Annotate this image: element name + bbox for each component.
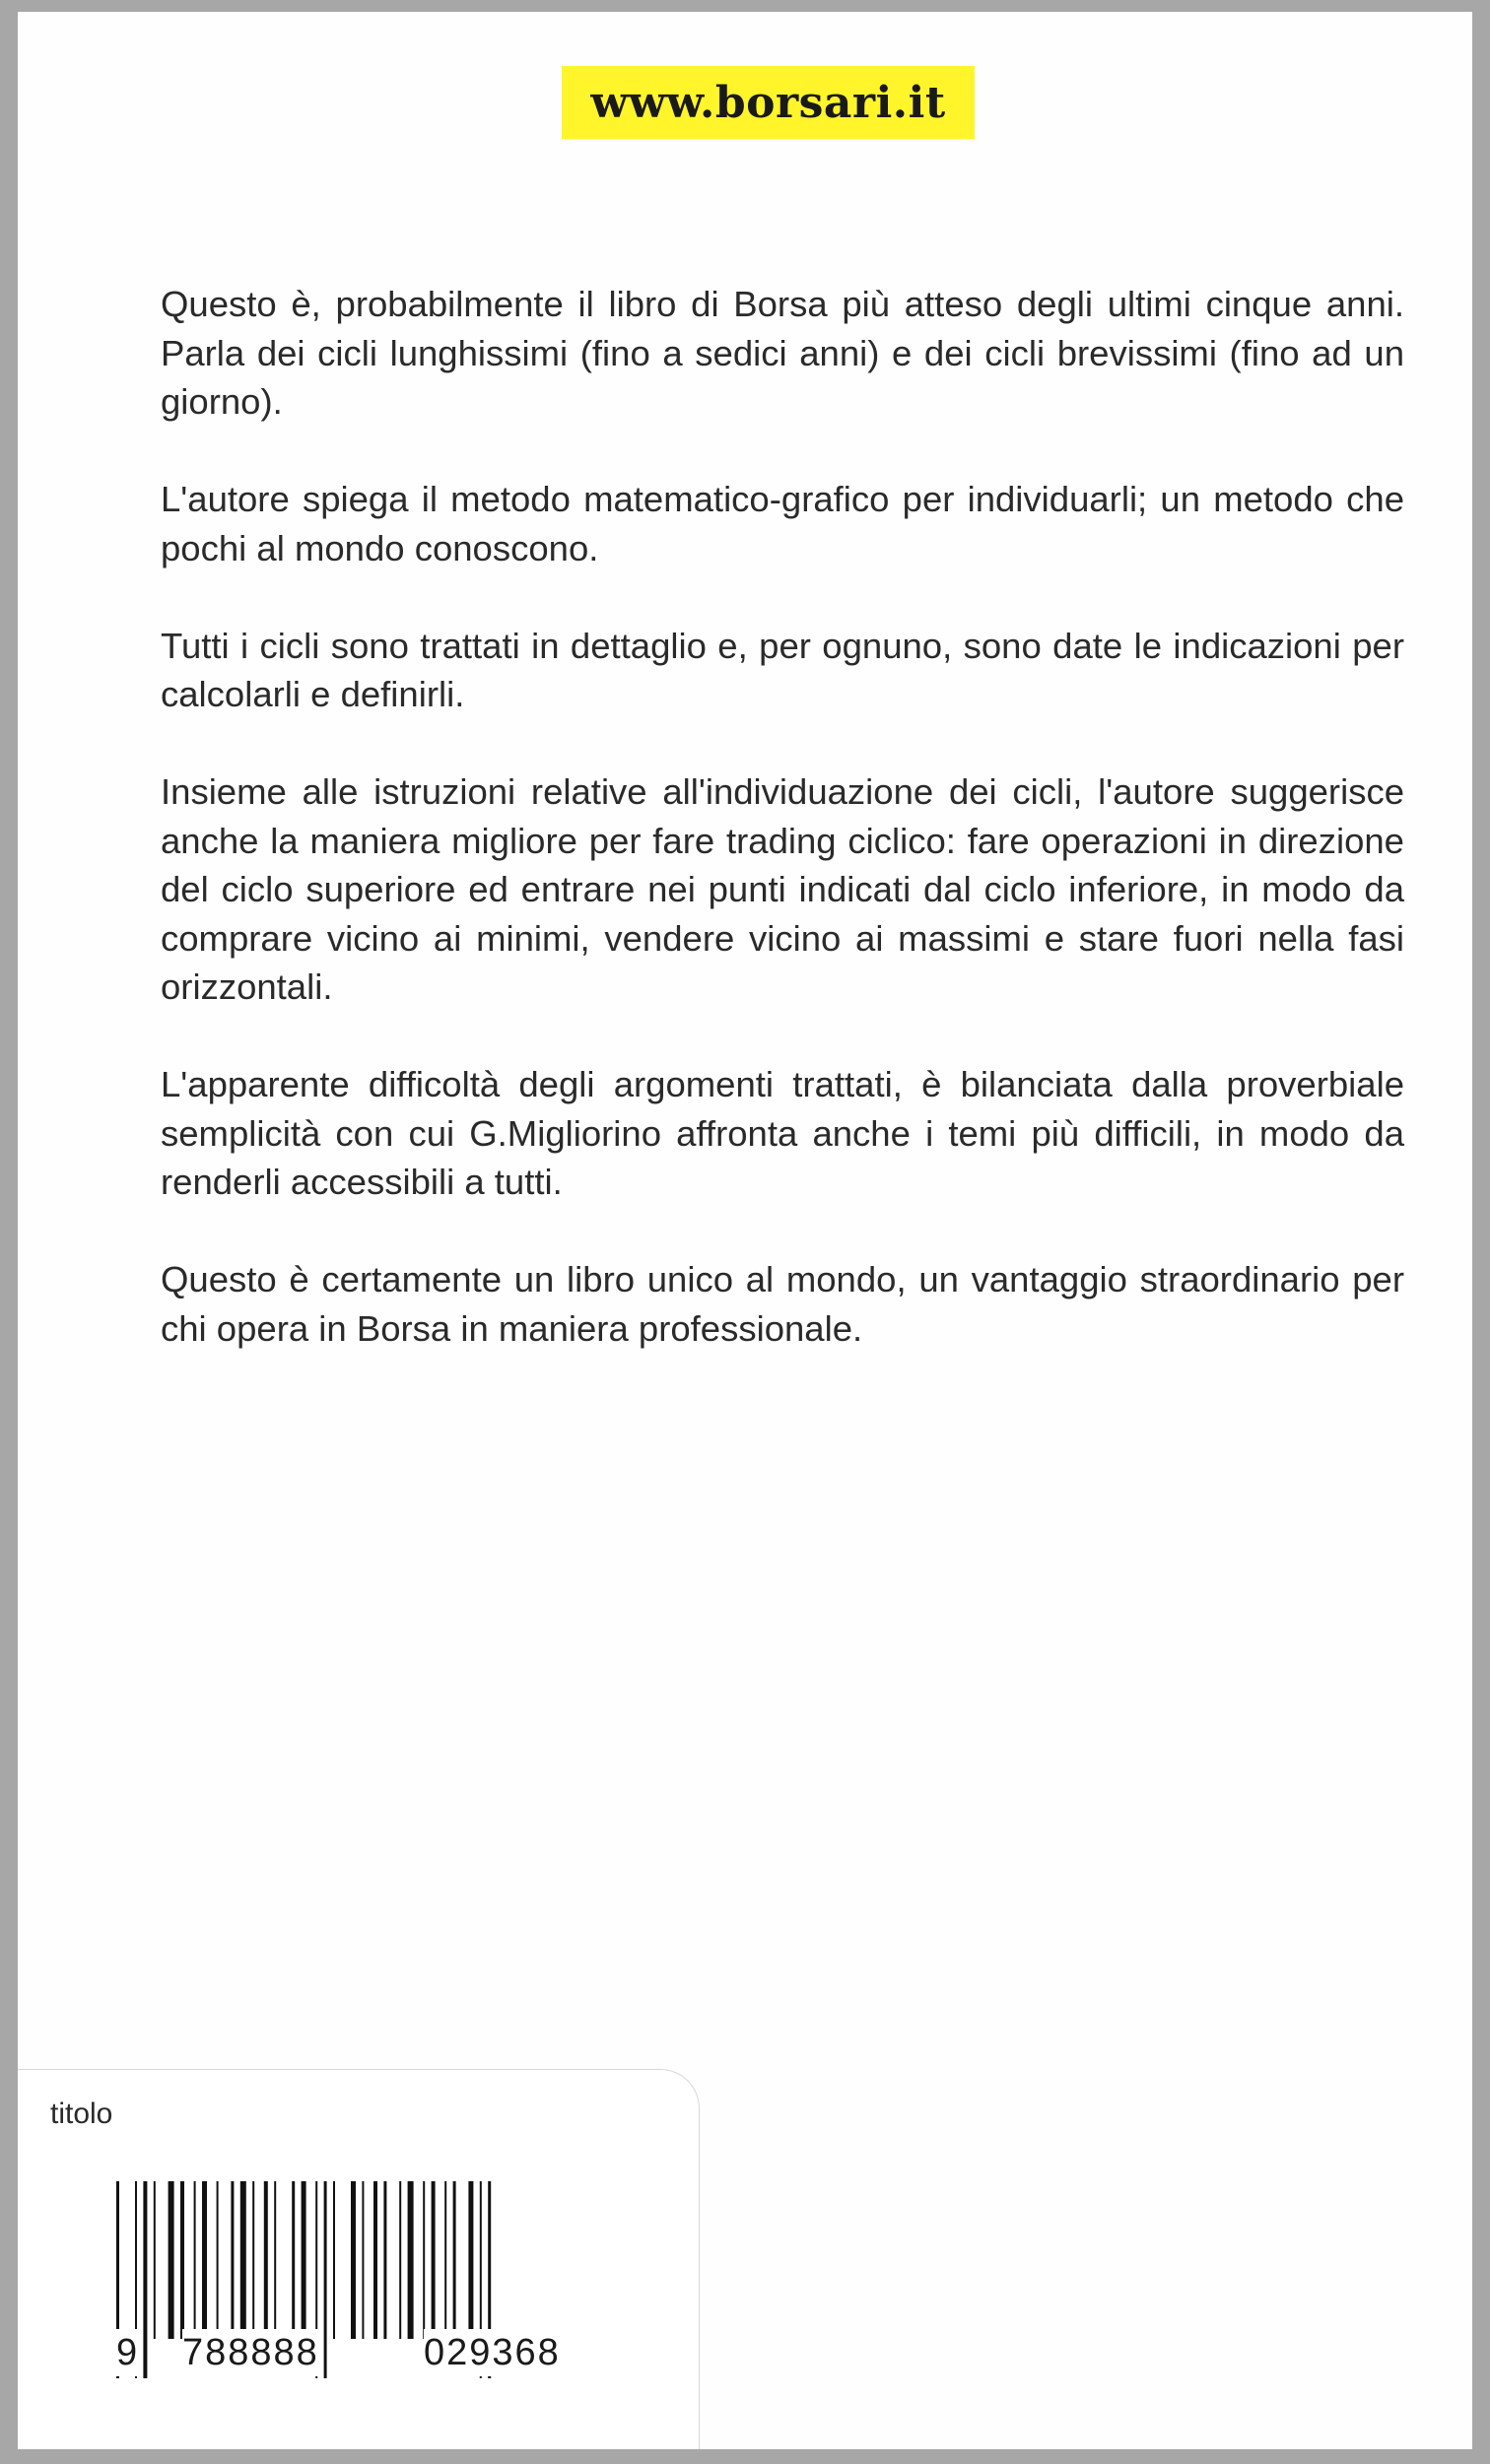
- barcode-bar: [432, 2181, 436, 2339]
- barcode-bar: [324, 2181, 327, 2378]
- book-description: [161, 280, 1404, 1402]
- barcode-bar: [408, 2181, 414, 2339]
- description-paragraph-3: Tutti i cicli sono trattati in dettaglio e, per ognuno, sono date le indicazioni per calcolarli e definirli.: [161, 625, 1404, 714]
- barcode-bar: [383, 2181, 386, 2339]
- barcode-bar: [154, 2181, 156, 2339]
- barcode-right-group: 029368: [424, 2329, 561, 2376]
- barcode-bar: [274, 2181, 276, 2339]
- barcode-bar: [217, 2181, 219, 2339]
- barcode-bar: [468, 2181, 473, 2339]
- description-paragraph-1: Questo è, probabilmente il libro di Borsa più atteso degli ultimi cinque anni. Parla dei cicli lunghissimi (fino a sedici anni) e dei cicli brevissimi (fino ad un giorno).: [161, 284, 1404, 422]
- website-url: www.borsari.it: [590, 77, 946, 128]
- description-paragraph-2: L'autore spiega il metodo matematico-grafico per individuarli; un metodo che pochi al mondo conoscono.: [161, 479, 1404, 568]
- barcode-bar: [292, 2181, 295, 2339]
- label-title: titolo: [50, 2098, 113, 2130]
- barcode-bar: [180, 2181, 184, 2339]
- barcode-bar: [373, 2181, 377, 2339]
- barcode-bar: [231, 2181, 234, 2339]
- website-banner: [562, 66, 975, 139]
- barcode-bar: [252, 2181, 254, 2339]
- barcode-bar: [264, 2181, 268, 2339]
- barcode-bar: [333, 2181, 335, 2339]
- description-paragraph-5: L'apparente difficoltà degli argomenti trattati, è bilanciata dalla proverbiale semplicità con cui G.Migliorino affronta anche i temi più difficili, in modo da renderli accessibili a tutti.: [161, 1064, 1404, 1202]
- description-paragraph-6: Questo è certamente un libro unico al mondo, un vantaggio straordinario per chi opera in Borsa in maniera professionale.: [161, 1259, 1404, 1349]
- barcode-bar: [194, 2181, 196, 2339]
- barcode-bar: [423, 2181, 425, 2339]
- book-back-cover: [18, 12, 1472, 2449]
- barcode-bar: [302, 2181, 306, 2339]
- barcode-bar: [169, 2181, 174, 2339]
- barcode-bar: [444, 2181, 446, 2339]
- barcode-bar: [399, 2181, 401, 2339]
- barcode-first-digit: 9: [116, 2329, 137, 2376]
- barcode-bar: [351, 2181, 356, 2339]
- barcode-left-group: 788888: [182, 2329, 319, 2376]
- barcode-bar: [240, 2181, 246, 2339]
- barcode-bar: [202, 2181, 207, 2339]
- barcode-bar: [453, 2181, 456, 2339]
- barcode-bar: [143, 2181, 147, 2378]
- description-paragraph-4: Insieme alle istruzioni relative all'individuazione dei cicli, l'autore suggerisce anche la maniera migliore per fare trading ciclico: fare operazioni in direzione del ciclo superiore ed entrare nei punti indicati dal ciclo inferiore, in modo da comprare vicino ai minimi, vendere vicino ai massimi e stare fuori nella fasi orizzontali.: [161, 771, 1404, 1007]
- barcode-bar: [362, 2181, 364, 2339]
